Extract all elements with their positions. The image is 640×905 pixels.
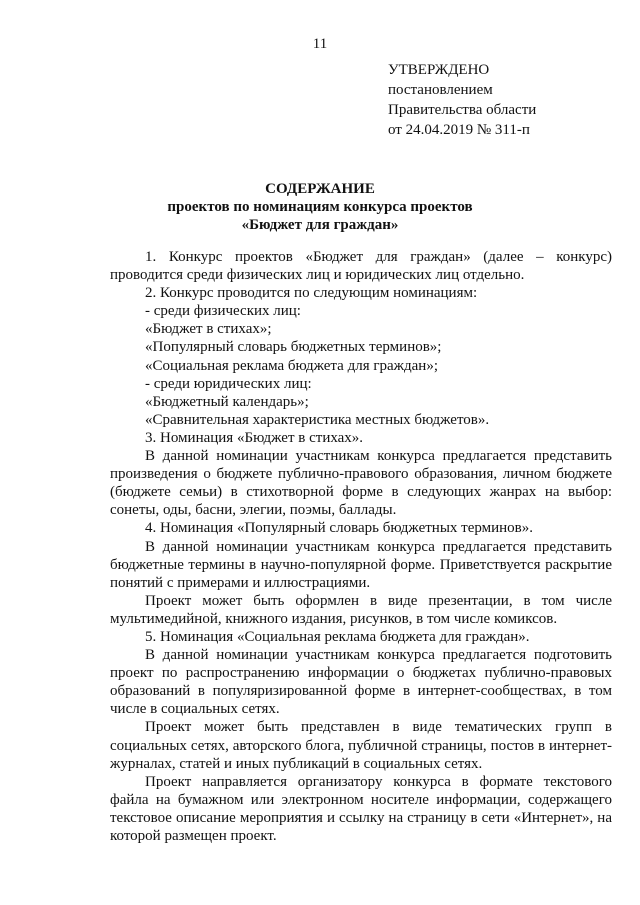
paragraph: Проект направляется организатору конкурса в формате текстового файла на бумажном или электронном носителе информации, содержащего текстовое описание мероприятия и ссылку на страницу в сети «Интернет», на которой размещен проект. <box>110 773 612 844</box>
title-line: проектов по номинациям конкурса проектов <box>167 199 473 215</box>
approval-line: постановлением <box>388 82 493 98</box>
paragraph: В данной номинации участникам конкурса предлагается подготовить проект по распространению информации о бюджетах публично-правовых образований в популяризированной форме в интернет-сообществах, в том числе в социальных сетях. <box>110 647 612 718</box>
approval-date-number: от 24.04.2019 № 311-п <box>388 122 530 138</box>
section-heading: 4. Номинация «Популярный словарь бюджетных терминов». <box>145 520 534 537</box>
paragraph: Проект может быть представлен в виде тематических групп в социальных сетях, авторского блога, публичной страницы, постов в интернет-журналах, статей и иных публикаций в социальных сетях. <box>110 719 612 772</box>
paragraph: В данной номинации участникам конкурса предлагается представить произведения о бюджете публично-правового образования, личном бюджете (бюджете семьи) в стихотворной форме в следующих жанрах на выбор: сонеты, оды, басни, элегии, поэмы, баллады. <box>110 448 612 519</box>
approval-line: Правительства области <box>388 102 537 118</box>
section-heading: 5. Номинация «Социальная реклама бюджета для граждан». <box>145 628 530 645</box>
title-line: СОДЕРЖАНИЕ <box>265 181 375 197</box>
paragraph: В данной номинации участникам конкурса предлагается представить бюджетные термины в научно-популярной форме. Приветствуется раскрытие понятий с примерами и иллюстрациями. <box>110 538 612 591</box>
approval-heading: УТВЕРЖДЕНО <box>388 62 490 78</box>
list-item: «Популярный словарь бюджетных терминов»; <box>145 339 442 356</box>
title-line: «Бюджет для граждан» <box>241 217 399 233</box>
section-heading: 3. Номинация «Бюджет в стихах». <box>145 429 364 446</box>
list-item: «Социальная реклама бюджета для граждан»; <box>145 357 438 374</box>
paragraph: 2. Конкурс проводится по следующим номинациям: <box>145 285 478 302</box>
list-item: - среди юридических лиц: <box>145 375 312 392</box>
list-item: «Бюджетный календарь»; <box>145 393 309 410</box>
list-item: «Бюджет в стихах»; <box>145 321 272 338</box>
paragraph: Проект может быть оформлен в виде презентации, в том числе мультимедийной, книжного издания, рисунков, в том числе комиксов. <box>110 592 612 627</box>
page-number: 11 <box>312 36 328 52</box>
approval-stamp <box>388 60 536 140</box>
document-title <box>0 180 640 234</box>
document-body <box>110 248 612 845</box>
list-item: «Сравнительная характеристика местных бюджетов». <box>145 411 490 428</box>
list-item: - среди физических лиц: <box>145 303 301 320</box>
paragraph: 1. Конкурс проектов «Бюджет для граждан» (далее – конкурс) проводится среди физических лиц и юридических лиц отдельно. <box>110 249 612 284</box>
